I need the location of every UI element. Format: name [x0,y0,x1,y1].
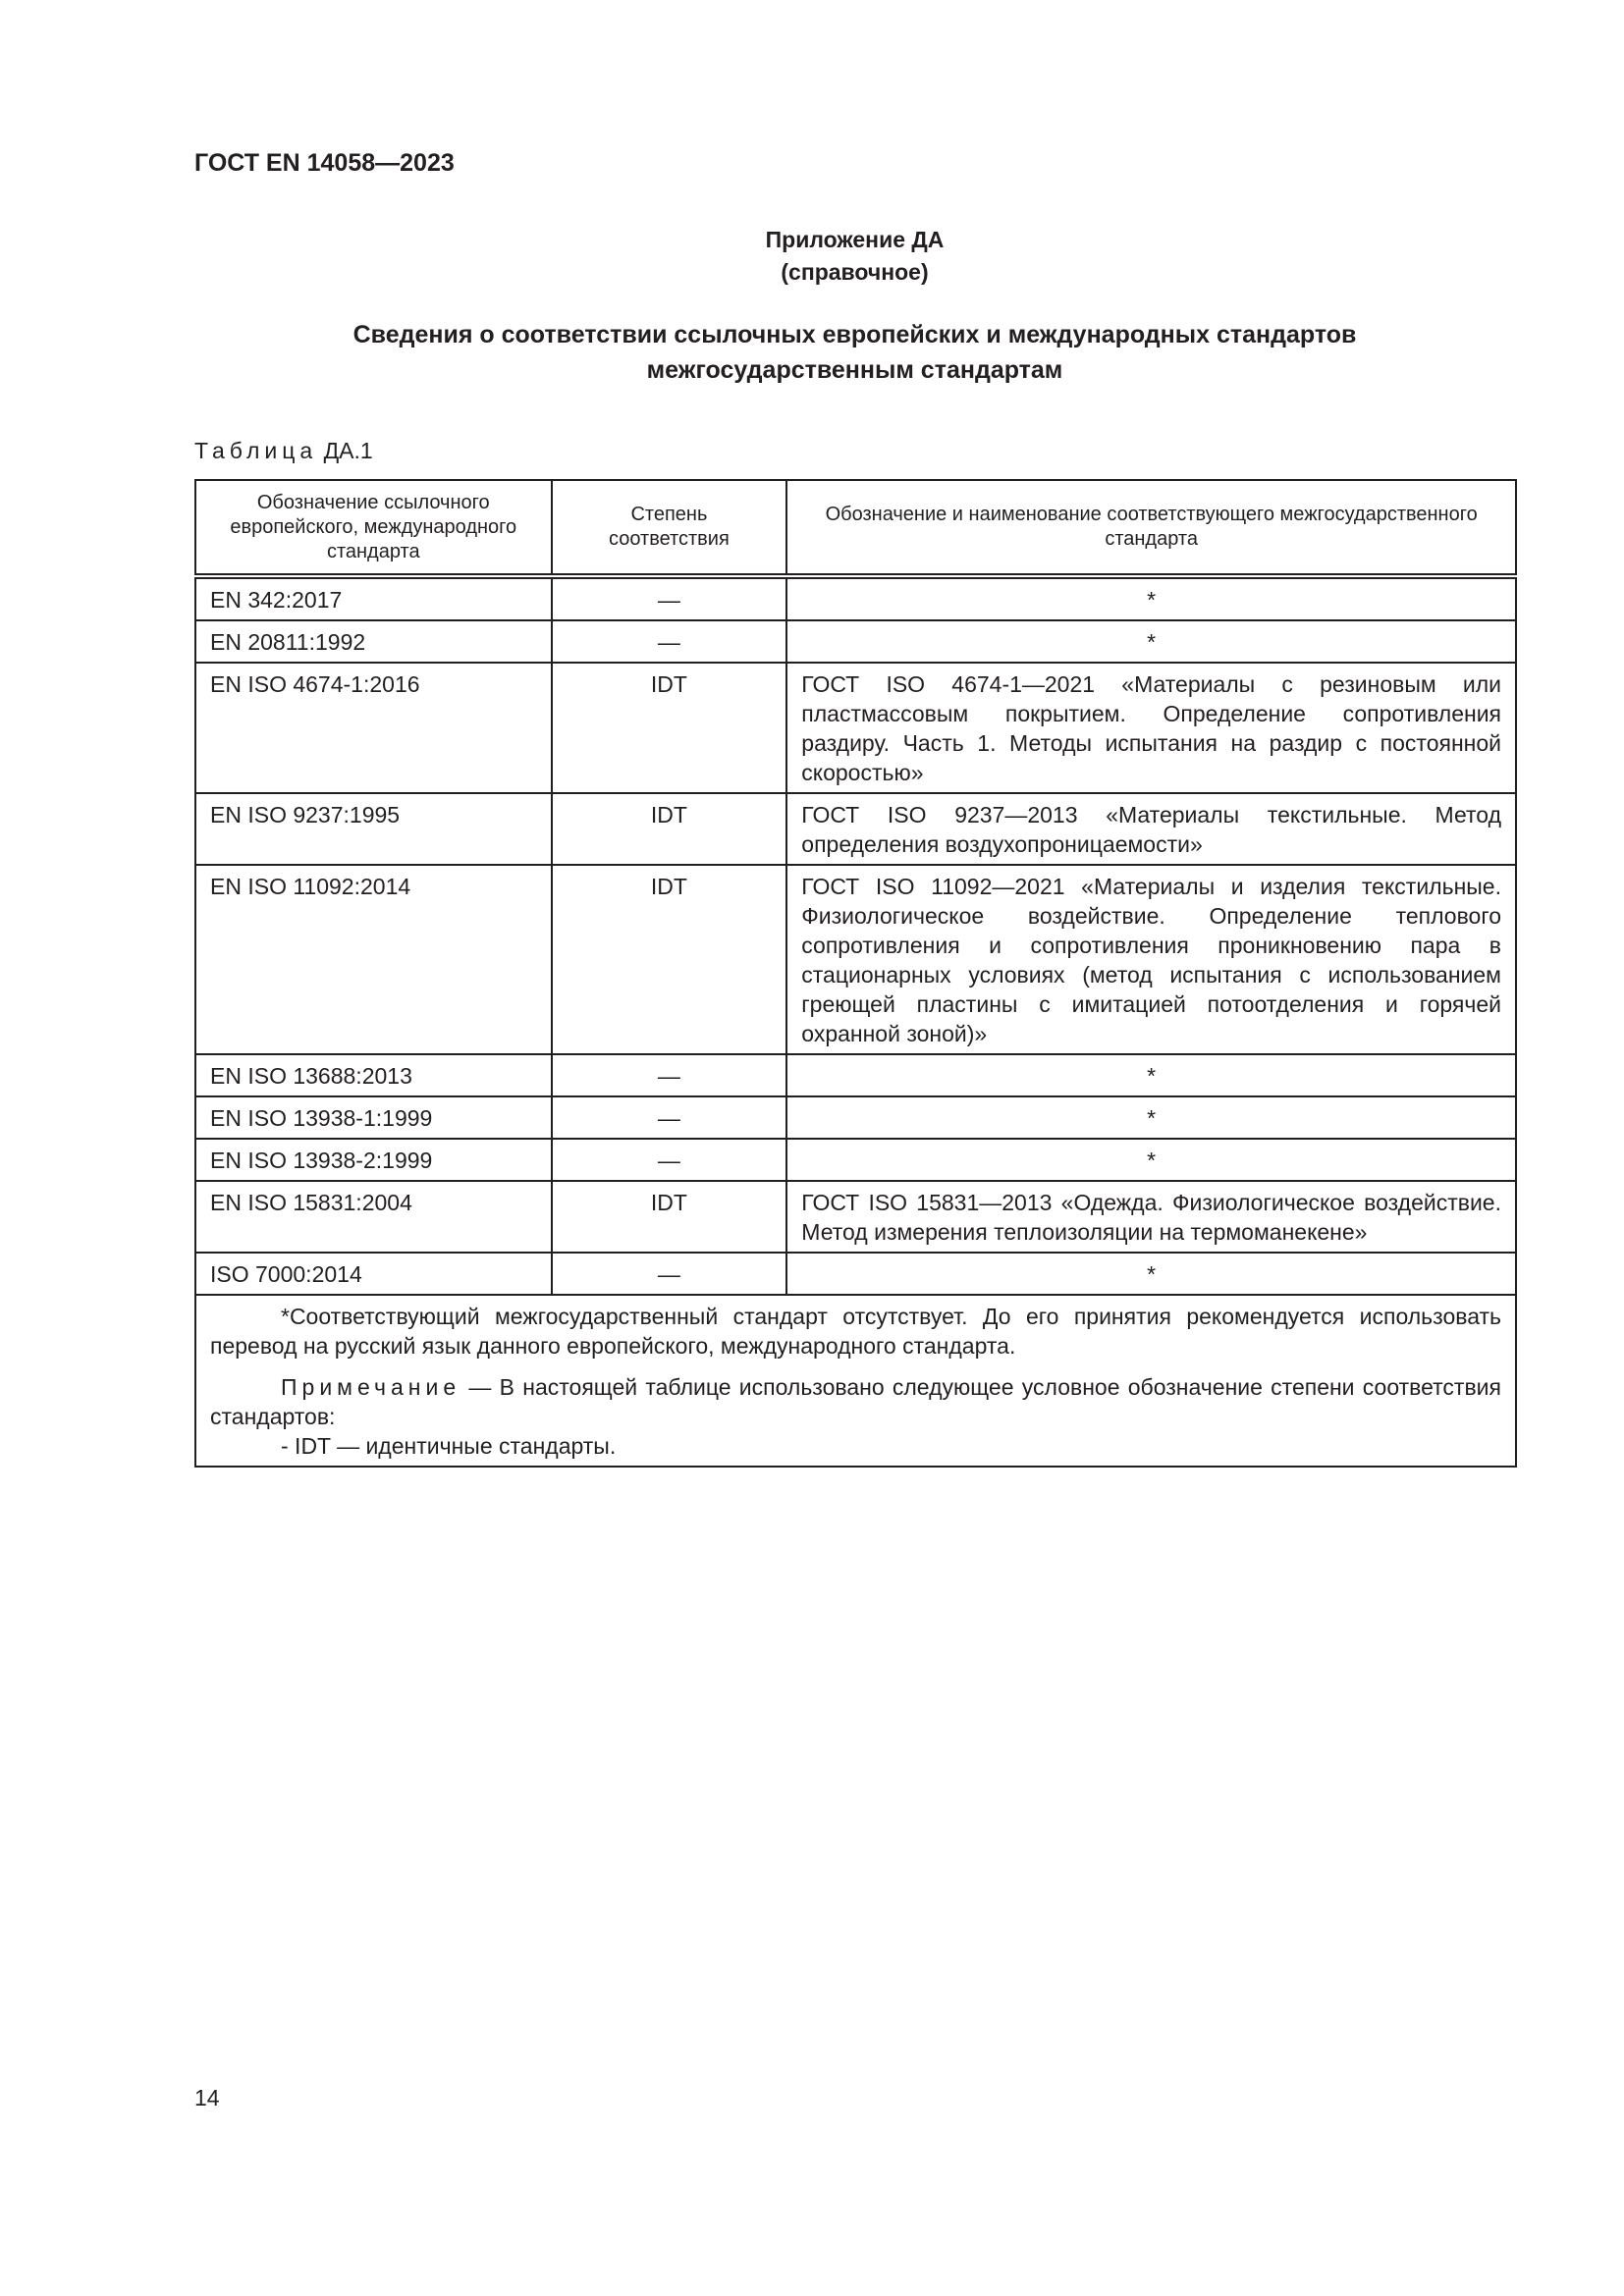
annex-title: Приложение ДА [765,227,945,252]
reference-standard-cell: EN ISO 13688:2013 [195,1054,552,1096]
degree-cell: — [552,1139,787,1181]
reference-standard-cell: EN 20811:1992 [195,620,552,663]
degree-cell: — [552,576,787,620]
interstate-standard-cell: ГОСТ ISO 11092—2021 «Материалы и изделия текстильные. Физиологическое воздействие. Определение теплового сопротивления и сопротивления проникновению пара в стационарных условиях (метод испытания с использованием греющей пластины с имитацией потоотделения и горячей охранной зоной)» [786,865,1516,1054]
reference-standard-cell: EN ISO 9237:1995 [195,793,552,865]
note-label: Примечание [281,1374,461,1400]
table-row [195,793,1516,865]
table-row [195,620,1516,663]
interstate-standard-cell: * [786,620,1516,663]
reference-standard-cell: EN ISO 4674-1:2016 [195,663,552,793]
section-title [194,317,1515,388]
degree-cell: — [552,1096,787,1139]
interstate-standard-cell: ГОСТ ISO 9237—2013 «Материалы текстильные. Метод определения воздухопроницаемости» [786,793,1516,865]
table-row [195,865,1516,1054]
interstate-standard-cell: * [786,1054,1516,1096]
table-row [195,1054,1516,1096]
reference-standard-cell: EN ISO 11092:2014 [195,865,552,1054]
note-text: — В настоящей таблице использовано следующее условное обозначение степени соответствия стандартов: [210,1374,1501,1429]
degree-cell: — [552,1054,787,1096]
header-degree-of-conformity: Степень соответствия [552,480,787,576]
section-title-line-1: Сведения о соответствии ссылочных европейских и международных стандартов [352,321,1357,348]
interstate-standard-cell: * [786,1096,1516,1139]
reference-standard-cell: EN 342:2017 [195,576,552,620]
degree-cell: IDT [552,1181,787,1253]
reference-standard-cell: EN ISO 13938-1:1999 [195,1096,552,1139]
table-row [195,1096,1516,1139]
reference-standard-cell: ISO 7000:2014 [195,1253,552,1295]
degree-cell: IDT [552,793,787,865]
interstate-standard-cell: * [786,1253,1516,1295]
interstate-standard-cell: * [786,576,1516,620]
page-number: 14 [194,2085,220,2110]
header-interstate-standard: Обозначение и наименование соответствующего межгосударственного стандарта [786,480,1516,576]
note-paragraph [210,1372,1501,1431]
note-item: - IDT — идентичные стандарты. [281,1433,617,1459]
footnote-text: *Соответствующий межгосударственный стандарт отсутствует. До его принятия рекомендуется использовать перевод на русский язык данного европейского, международного стандарта. [210,1304,1501,1359]
annex-heading [194,224,1515,289]
table-caption-label: Таблица [194,438,318,463]
degree-cell: — [552,1253,787,1295]
table-row [195,1139,1516,1181]
table-row [195,1181,1516,1253]
interstate-standard-cell: ГОСТ ISO 4674-1—2021 «Материалы с резиновым или пластмассовым покрытием. Определение сопротивления раздиру. Часть 1. Методы испытания на раздир с постоянной скоростью» [786,663,1516,793]
reference-standard-cell: EN ISO 13938-2:1999 [195,1139,552,1181]
header-reference-standard: Обозначение ссылочного европейского, международного стандарта [195,480,552,576]
standards-correspondence-table [194,479,1517,1468]
section-title-line-2: межгосударственным стандартам [646,356,1063,384]
table-header-row [195,480,1516,576]
reference-standard-cell: EN ISO 15831:2004 [195,1181,552,1253]
interstate-standard-cell: * [786,1139,1516,1181]
table-row [195,663,1516,793]
annex-subtitle: (справочное) [781,259,929,285]
table-row [195,1253,1516,1295]
table-caption-number: ДА.1 [323,438,373,463]
degree-cell: IDT [552,663,787,793]
table-row [195,576,1516,620]
document-code: ГОСТ EN 14058—2023 [194,149,455,177]
interstate-standard-cell: ГОСТ ISO 15831—2013 «Одежда. Физиологическое воздействие. Метод измерения теплоизоляции на термоманекене» [786,1181,1516,1253]
table-footnote-row [195,1295,1516,1467]
table-footnote-cell [195,1295,1516,1467]
table-caption [194,438,373,464]
degree-cell: IDT [552,865,787,1054]
degree-cell: — [552,620,787,663]
